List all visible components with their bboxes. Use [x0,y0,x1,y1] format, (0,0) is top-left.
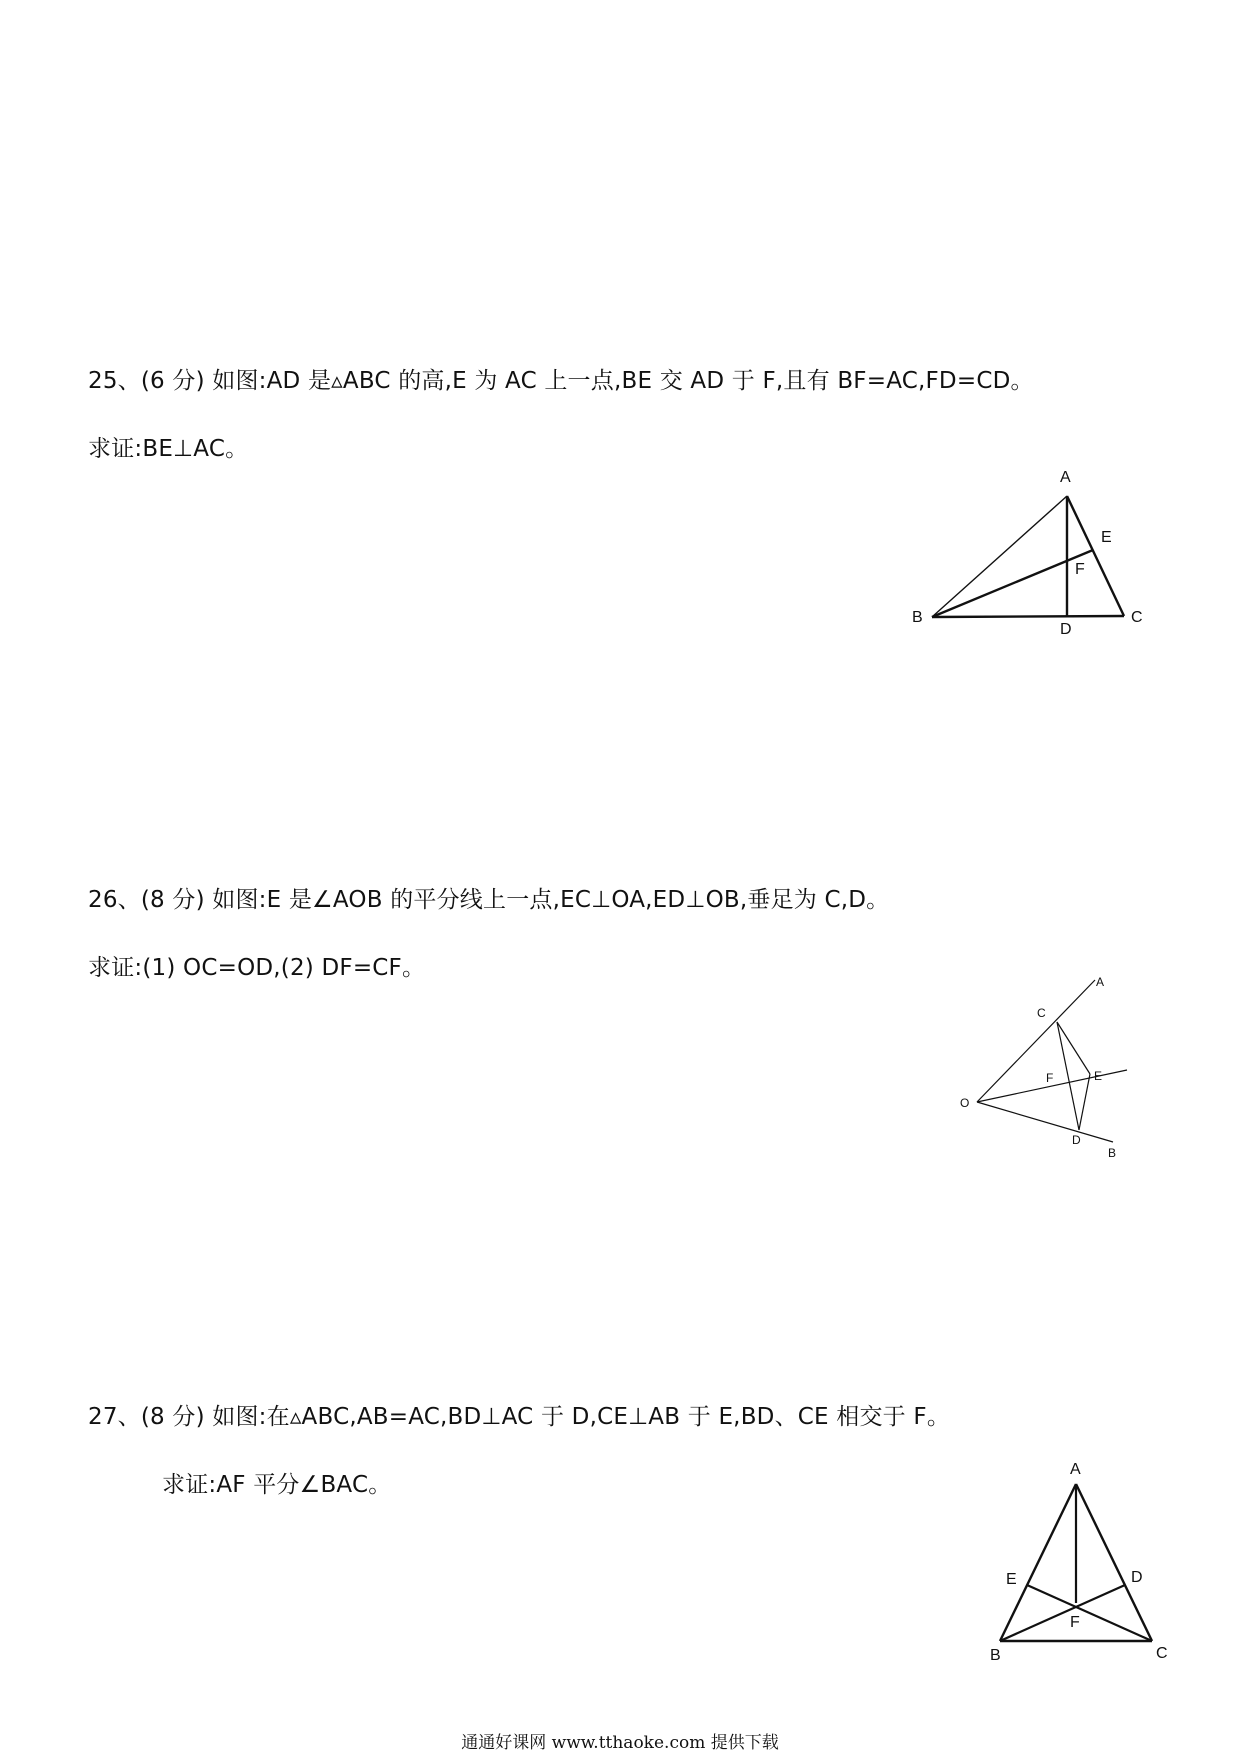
problem-26-prove: 求证:(1) OC=OD,(2) DF=CF。 [88,955,426,981]
label-f: F [1075,561,1085,578]
label-c: C [1131,609,1143,626]
label-e: E [1101,529,1112,546]
label-d: D [1131,1569,1143,1586]
problem-26-figure [950,970,1150,1170]
segment-cd [1057,1022,1079,1130]
label-f: F [1046,1071,1054,1085]
page-footer: 通通好课网 www.tthaoke.com 提供下载 [461,1733,779,1753]
label-f: F [1070,1614,1080,1631]
angle-aob-figure-26 [950,970,1150,1170]
label-a: A [1096,975,1105,989]
problem-26-statement: 26、(8 分) 如图:E 是∠AOB 的平分线上一点,EC⊥OA,ED⊥OB,垂足为 C,D。 [88,887,890,913]
isosceles-triangle-figure-27 [980,1460,1180,1670]
problem-25-prove: 求证:BE⊥AC。 [88,436,249,462]
problem-27-prove: 求证:AF 平分∠BAC。 [162,1472,392,1498]
segment-de [1079,1074,1090,1130]
label-d: D [1072,1133,1081,1147]
label-c: C [1156,1645,1168,1662]
problem-27-statement: 27、(8 分) 如图:在▵ABC,AB=AC,BD⊥AC 于 D,CE⊥AB 于 E,BD、CE 相交于 F。 [88,1404,951,1430]
label-b: B [912,609,923,626]
problem-25-figure [912,460,1160,660]
problem-25-statement: 25、(6 分) 如图:AD 是▵ABC 的高,E 为 AC 上一点,BE 交 AD 于 F,且有 BF=AC,FD=CD。 [88,368,1034,394]
label-o: O [960,1096,970,1110]
label-d: D [1060,621,1072,638]
triangle-abc-figure-25 [912,460,1160,660]
segment-bd [1000,1585,1125,1641]
label-b: B [1108,1146,1117,1160]
label-e: E [1006,1571,1017,1588]
segment-ac [1076,1484,1152,1641]
segment-ce [1027,1585,1152,1641]
label-a: A [1070,1461,1081,1478]
label-e: E [1094,1069,1103,1083]
ray-oa [977,980,1095,1102]
label-b: B [990,1647,1001,1664]
segment-ab [1000,1484,1076,1641]
segment-bc [932,616,1124,617]
label-a: A [1060,469,1071,486]
ray-ob [977,1102,1113,1142]
segment-be [932,550,1093,617]
label-c: C [1037,1006,1046,1020]
segment-ab [932,496,1067,617]
problem-27-figure [980,1460,1180,1670]
